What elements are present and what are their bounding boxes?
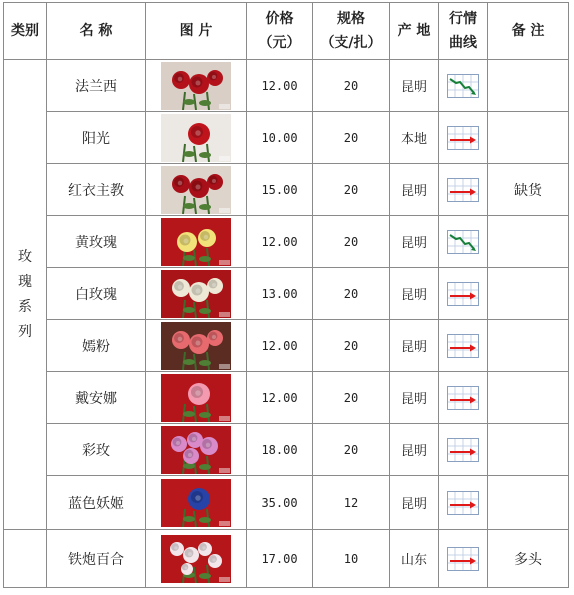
header-spec — [313, 3, 390, 60]
category-cell — [4, 530, 47, 588]
trend-cell[interactable] — [439, 424, 488, 476]
flower-name: 法兰西 — [47, 60, 146, 112]
spec-cell: 20 — [313, 216, 390, 268]
flat-trend-icon[interactable] — [439, 386, 487, 410]
trend-cell[interactable] — [439, 268, 488, 320]
header-trend-line1: 行情 — [449, 11, 477, 27]
down-trend-icon[interactable] — [439, 230, 487, 254]
header-note: 备 注 — [488, 3, 569, 60]
flower-name: 嫣粉 — [47, 320, 146, 372]
note-cell: 缺货 — [488, 164, 569, 216]
spec-cell: 20 — [313, 424, 390, 476]
header-trend — [439, 3, 488, 60]
header-price — [247, 3, 313, 60]
flower-photo — [146, 216, 247, 268]
note-cell — [488, 112, 569, 164]
trend-cell[interactable] — [439, 60, 488, 112]
flower-photo — [146, 530, 247, 588]
price-cell: 17.00 — [247, 530, 313, 588]
price-cell: 35.00 — [247, 476, 313, 530]
flower-name: 铁炮百合 — [47, 530, 146, 588]
spec-cell: 20 — [313, 372, 390, 424]
header-category: 类别 — [4, 3, 47, 60]
flower-photo — [146, 424, 247, 476]
price-cell: 18.00 — [247, 424, 313, 476]
note-cell — [488, 320, 569, 372]
origin-cell: 山东 — [390, 530, 439, 588]
origin-cell: 昆明 — [390, 372, 439, 424]
trend-cell[interactable] — [439, 320, 488, 372]
table-row — [4, 424, 569, 476]
spec-cell: 20 — [313, 112, 390, 164]
flower-image — [161, 218, 231, 266]
flower-name: 黄玫瑰 — [47, 216, 146, 268]
price-cell: 12.00 — [247, 372, 313, 424]
category-label: 玫瑰系列 — [18, 248, 32, 340]
origin-cell: 昆明 — [390, 268, 439, 320]
flower-photo — [146, 268, 247, 320]
spec-cell: 20 — [313, 164, 390, 216]
header-trend-line2: 曲线 — [449, 35, 477, 51]
origin-cell: 昆明 — [390, 164, 439, 216]
table-row — [4, 530, 569, 588]
price-cell: 10.00 — [247, 112, 313, 164]
note-cell — [488, 476, 569, 530]
flower-photo — [146, 372, 247, 424]
flower-name: 白玫瑰 — [47, 268, 146, 320]
note-cell — [488, 372, 569, 424]
flat-trend-icon[interactable] — [439, 438, 487, 462]
origin-cell: 昆明 — [390, 320, 439, 372]
trend-cell[interactable] — [439, 216, 488, 268]
table-row — [4, 164, 569, 216]
flat-trend-icon[interactable] — [439, 491, 487, 515]
origin-cell: 昆明 — [390, 476, 439, 530]
down-trend-icon[interactable] — [439, 74, 487, 98]
header-spec-line2: （支/扎） — [320, 35, 382, 51]
table-row — [4, 216, 569, 268]
flat-trend-icon[interactable] — [439, 334, 487, 358]
spec-cell: 20 — [313, 320, 390, 372]
flower-image — [161, 166, 231, 214]
spec-cell: 20 — [313, 268, 390, 320]
flower-image — [161, 374, 231, 422]
flower-photo — [146, 476, 247, 530]
flower-photo — [146, 60, 247, 112]
flower-photo — [146, 164, 247, 216]
flower-image — [161, 479, 231, 527]
table-row — [4, 60, 569, 112]
flower-image — [161, 535, 231, 583]
table-row — [4, 372, 569, 424]
origin-cell: 昆明 — [390, 424, 439, 476]
header-photo: 图 片 — [146, 3, 247, 60]
origin-cell: 昆明 — [390, 216, 439, 268]
flat-trend-icon[interactable] — [439, 282, 487, 306]
trend-cell[interactable] — [439, 112, 488, 164]
flower-image — [161, 62, 231, 110]
flat-trend-icon[interactable] — [439, 126, 487, 150]
category-cell — [4, 60, 47, 530]
flower-name: 红衣主教 — [47, 164, 146, 216]
flower-name: 戴安娜 — [47, 372, 146, 424]
price-cell: 12.00 — [247, 60, 313, 112]
flower-name: 蓝色妖姬 — [47, 476, 146, 530]
spec-cell: 20 — [313, 60, 390, 112]
table-row — [4, 112, 569, 164]
price-cell: 13.00 — [247, 268, 313, 320]
flat-trend-icon[interactable] — [439, 178, 487, 202]
origin-cell: 昆明 — [390, 60, 439, 112]
header-spec-line1: 规格 — [337, 11, 365, 27]
note-cell — [488, 424, 569, 476]
header-price-line2: （元） — [258, 35, 301, 51]
note-cell — [488, 268, 569, 320]
trend-cell[interactable] — [439, 476, 488, 530]
flower-image — [161, 322, 231, 370]
price-cell: 12.00 — [247, 216, 313, 268]
header-name: 名 称 — [47, 3, 146, 60]
trend-cell[interactable] — [439, 372, 488, 424]
note-cell — [488, 60, 569, 112]
flower-photo — [146, 320, 247, 372]
table-row — [4, 268, 569, 320]
trend-cell[interactable] — [439, 164, 488, 216]
spec-cell: 12 — [313, 476, 390, 530]
spec-cell: 10 — [313, 530, 390, 588]
price-cell: 15.00 — [247, 164, 313, 216]
flower-price-table — [3, 2, 569, 588]
note-cell — [488, 216, 569, 268]
flower-name: 阳光 — [47, 112, 146, 164]
header-price-line1: 价格 — [265, 11, 294, 27]
note-cell: 多头 — [488, 530, 569, 588]
table-row — [4, 320, 569, 372]
table-row — [4, 476, 569, 530]
flower-image — [161, 270, 231, 318]
trend-cell[interactable] — [439, 530, 488, 588]
price-cell: 12.00 — [247, 320, 313, 372]
flower-photo — [146, 112, 247, 164]
flat-trend-icon[interactable] — [439, 547, 487, 571]
flower-image — [161, 114, 231, 162]
header-origin: 产 地 — [390, 3, 439, 60]
flower-name: 彩玫 — [47, 424, 146, 476]
header-row — [4, 3, 569, 60]
flower-image — [161, 426, 231, 474]
origin-cell: 本地 — [390, 112, 439, 164]
